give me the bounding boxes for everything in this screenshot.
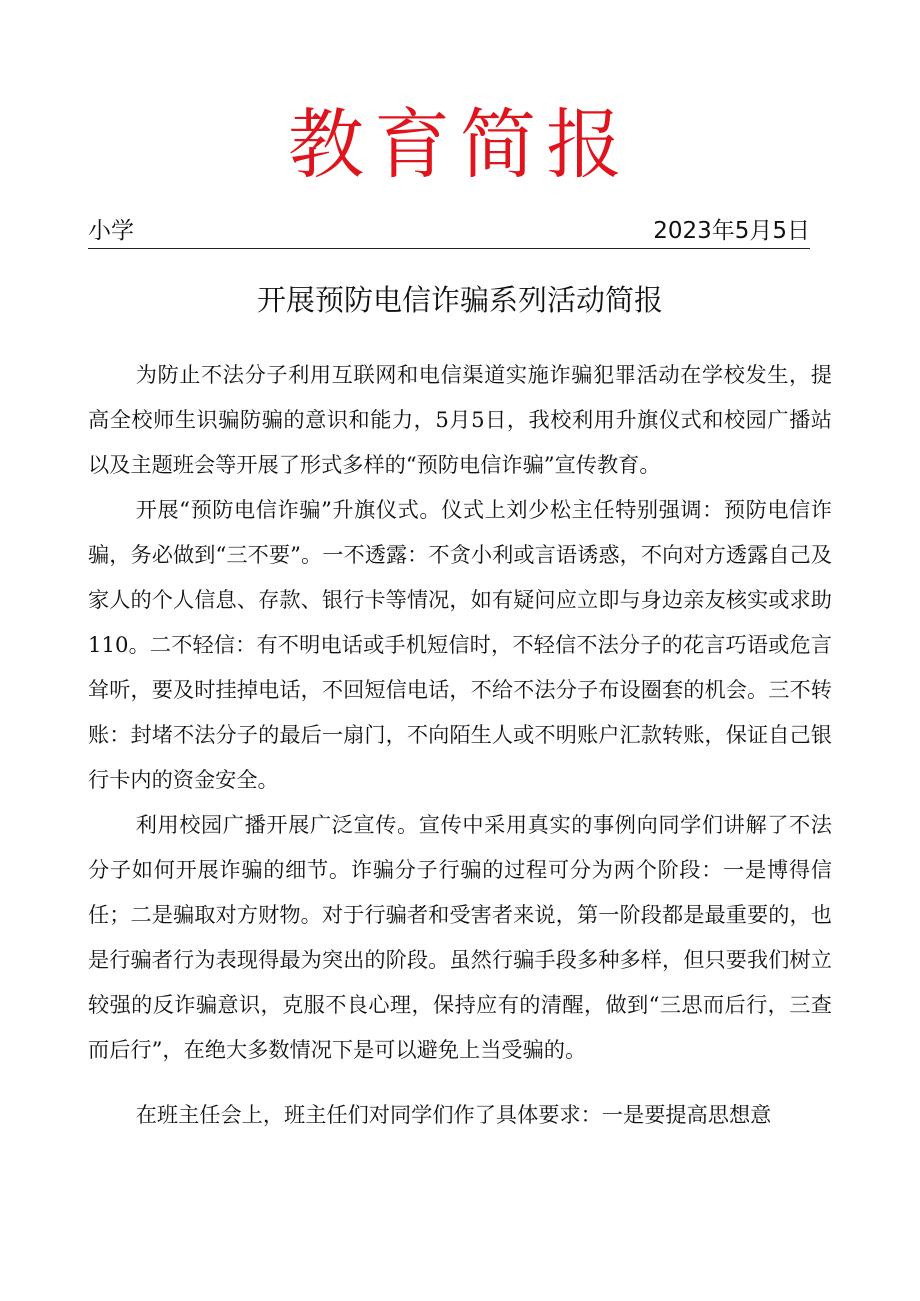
article-title: 开展预防电信诈骗系列活动简报	[256, 283, 663, 317]
article-body	[88, 352, 832, 1137]
body-paragraph: 利用校园广播开展广泛宣传。宣传中采用真实的事例向同学们讲解了不法分子如何开展诈骗的细节。诈骗分子行骗的过程可分为两个阶段：一是博得信任；二是骗取对方财物。对于行骗者和受害者来说，第一阶段都是最重要的，也是行骗者行为表现得最为突出的阶段。虽然行骗手段多种多样，但只要我们树立较强的反诈骗意识，克服不良心理，保持应有的清醒，做到“三思而后行，三查而后行”，在绝大多数情况下是可以避免上当受骗的。	[88, 812, 832, 1062]
issue-date: 2023年5月5日	[653, 218, 810, 244]
masthead-title: 教育简报	[288, 100, 632, 189]
body-paragraph: 为防止不法分子利用互联网和电信渠道实施诈骗犯罪活动在学校发生，提高全校师生识骗防骗的意识和能力，5月5日，我校利用升旗仪式和校园广播站以及主题班会等开展了形式多样的“预防电信诈骗”宣传教育。	[88, 362, 832, 477]
school-name: 小学	[88, 218, 134, 244]
body-paragraph: 开展“预防电信诈骗”升旗仪式。仪式上刘少松主任特别强调：预防电信诈骗，务必做到“三不要”。一不透露：不贪小利或言语诱惑，不向对方透露自己及家人的个人信息、存款、银行卡等情况，如有疑问应立即与身边亲友核实或求助110。二不轻信：有不明电话或手机短信时，不轻信不法分子的花言巧语或危言耸听，要及时挂掉电话，不回短信电话，不给不法分子布设圈套的机会。三不转账：封堵不法分子的最后一扇门，不向陌生人或不明账户汇款转账，保证自己银行卡内的资金安全。	[88, 497, 832, 792]
body-paragraph: 在班主任会上，班主任们对同学们作了具体要求：一是要提高思想意	[135, 1102, 772, 1127]
masthead-meta-row	[88, 214, 810, 249]
